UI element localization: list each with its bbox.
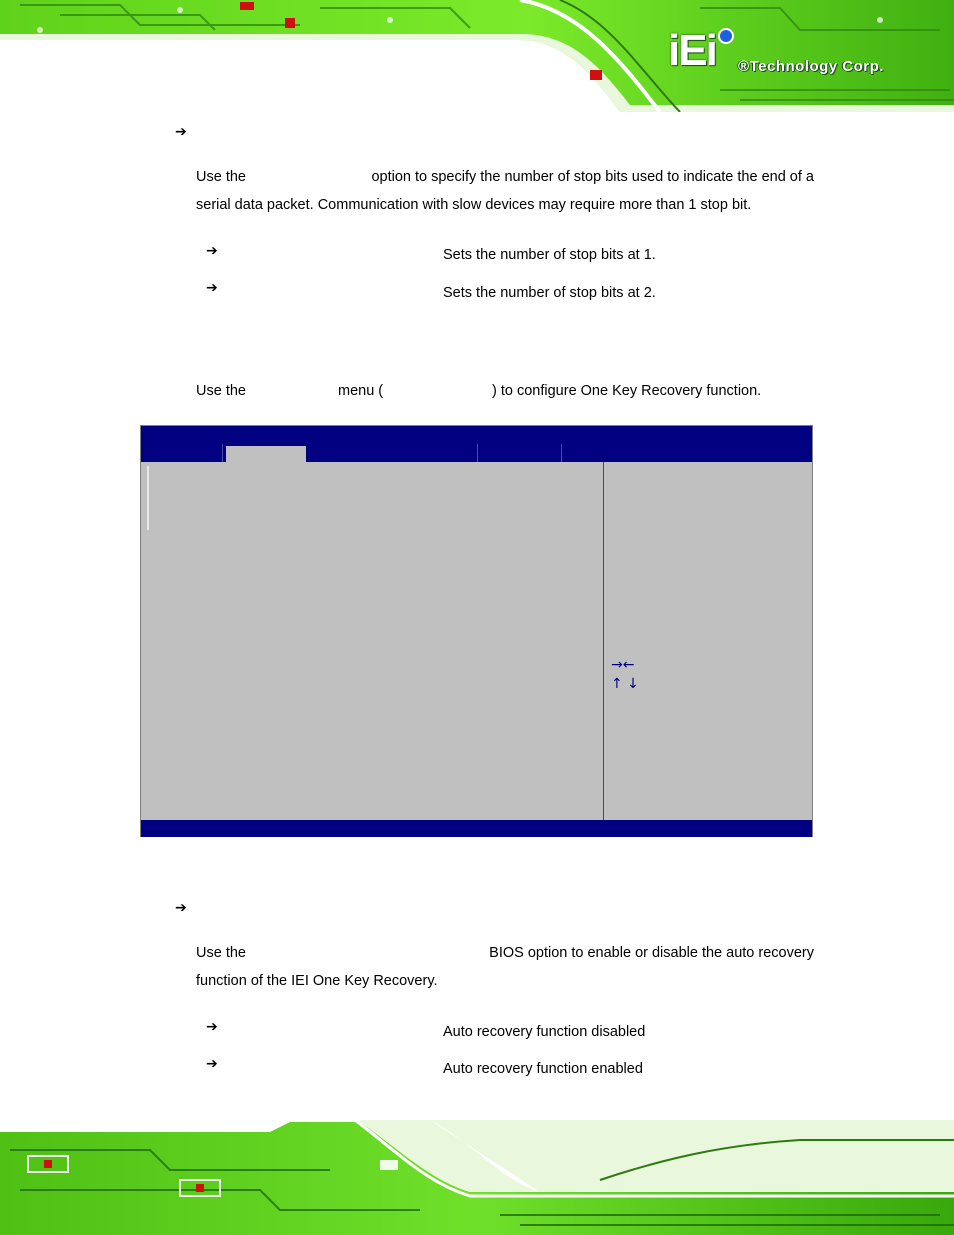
bios-tab[interactable] [309, 444, 478, 462]
circuit-board-header-graphic [0, 0, 954, 112]
bios-tab-active[interactable] [226, 446, 306, 462]
bios-help-panel [611, 656, 639, 694]
select-item-arrows-icon: ↑ ↓ [611, 676, 639, 692]
bios-status-bar [141, 820, 812, 837]
bios-tab-bar [141, 444, 812, 462]
option-desc-enabled: Auto recovery function enabled [443, 1061, 643, 1077]
stop-bits-line2: serial data packet. Communication with slow devices may require more than 1 stop bit. [196, 197, 752, 213]
option-bullet-arrow-icon: ➔ [206, 1056, 218, 1072]
okr-menu-description: ) to configure One Key Recovery function. [492, 383, 762, 399]
stop-bits-use-the: Use the [196, 169, 246, 185]
page-footer-banner [0, 1120, 954, 1235]
okr-menu-open: menu ( [338, 383, 384, 399]
circuit-board-footer-graphic [0, 1120, 954, 1235]
okr-use-the: Use the [196, 383, 246, 399]
page-header-banner [0, 0, 954, 112]
company-name: ®Technology Corp. [738, 58, 884, 75]
option-bullet-arrow-icon: ➔ [206, 1019, 218, 1035]
option-bullet-arrow-icon: ➔ [206, 280, 218, 296]
auto-recovery-line1-rest: BIOS option to enable or disable the auto recovery [489, 945, 814, 961]
option-bullet-arrow-icon: ➔ [206, 243, 218, 259]
stop-bits-paragraph [196, 163, 814, 219]
company-logo-mark: iEi [668, 26, 716, 75]
bios-menu-screenshot [140, 425, 813, 837]
auto-recovery-line2: function of the IEI One Key Recovery. [196, 973, 438, 989]
bios-tab[interactable] [141, 444, 223, 462]
option-desc-stop-1: Sets the number of stop bits at 1. [443, 247, 656, 263]
bios-main-panel [141, 462, 604, 820]
bios-scroll-indicator [147, 466, 149, 530]
logo-dot-icon [718, 28, 734, 44]
auto-recovery-paragraph [196, 939, 814, 995]
auto-recovery-use-the: Use the [196, 945, 246, 961]
option-desc-disabled: Auto recovery function disabled [443, 1024, 646, 1040]
bios-panel-divider [603, 462, 604, 820]
select-screen-arrows-icon: →← [611, 657, 635, 673]
section-bullet-arrow-icon: ➔ [175, 900, 187, 916]
section-bullet-arrow-icon: ➔ [175, 124, 187, 140]
stop-bits-line1-rest: option to specify the number of stop bits used to indicate the end of a [371, 169, 814, 185]
bios-title-bar [141, 426, 812, 444]
bios-tab[interactable] [478, 444, 562, 462]
option-desc-stop-2: Sets the number of stop bits at 2. [443, 285, 656, 301]
